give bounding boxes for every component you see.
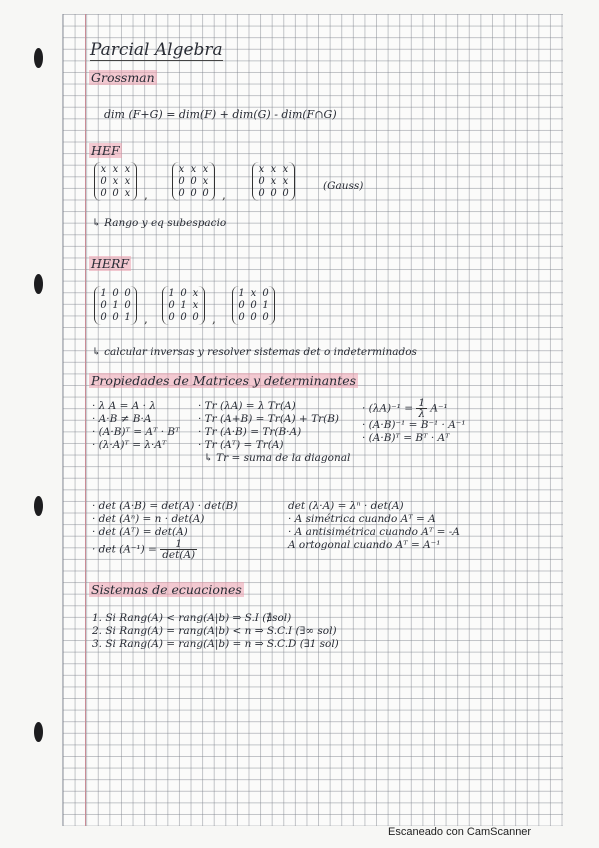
property-line: · A·B ≠ B·A bbox=[92, 413, 152, 425]
matrix-cell: 0 bbox=[180, 312, 187, 323]
matrix-cell: 0 bbox=[250, 312, 257, 323]
grossman-formula: dim (F+G) = dim(F) + dim(G) - dim(F∩G) bbox=[104, 108, 337, 121]
property-line: · (λ·A)ᵀ = λ·Aᵀ bbox=[92, 439, 167, 451]
property-line: · Tr (A·B) = Tr(B·A) bbox=[198, 426, 302, 438]
matrix-cell: x bbox=[282, 164, 289, 175]
matrix-cell: x bbox=[190, 164, 197, 175]
matrix-separator: , bbox=[212, 312, 216, 326]
matrix-cell: 1 bbox=[112, 300, 119, 311]
determinant-line: · det (Aⁿ) = n · det(A) bbox=[92, 513, 205, 525]
matrix-cell: x bbox=[192, 300, 199, 311]
property-line: · Tr (λA) = λ Tr(A) bbox=[198, 400, 296, 412]
matrix-cell: 0 bbox=[168, 300, 175, 311]
matrix-cell: x bbox=[258, 164, 265, 175]
matrix-cell: 0 bbox=[168, 312, 175, 323]
determinant-line: · det (A⁻¹) = $\frac{1}{\det(A)}$ bbox=[92, 538, 196, 561]
matrix-cell: x bbox=[112, 164, 119, 175]
binder-hole bbox=[34, 722, 43, 742]
matrix-cell: 0 bbox=[190, 176, 197, 187]
matrix-cell: 0 bbox=[190, 188, 197, 199]
matrix-cell: 0 bbox=[262, 288, 269, 299]
property-line: · λ A = A · λ bbox=[92, 400, 156, 412]
matrix-cell: 1 bbox=[168, 288, 175, 299]
matrix-cell: 1 bbox=[100, 288, 107, 299]
property-line: · (A·B)ᵀ = Bᵀ · Aᵀ bbox=[362, 432, 450, 444]
hef-heading: HEF bbox=[91, 143, 120, 158]
matrix-cell: x bbox=[100, 164, 107, 175]
property-line: · (A·B)⁻¹ = B⁻¹ · A⁻¹ bbox=[362, 419, 466, 431]
matrix-cell: 0 bbox=[100, 300, 107, 311]
systems-list bbox=[92, 612, 339, 651]
properties-col1 bbox=[92, 400, 180, 452]
matrix-cell: 0 bbox=[270, 188, 277, 199]
matrix-separator: , bbox=[144, 188, 148, 202]
systems-heading: Sistemas de ecuaciones bbox=[91, 582, 242, 597]
matrix-cell: 0 bbox=[258, 188, 265, 199]
matrix-cell: 0 bbox=[258, 176, 265, 187]
matrix-cell: 0 bbox=[112, 312, 119, 323]
matrix-cell: 1 bbox=[262, 300, 269, 311]
matrix bbox=[94, 286, 137, 325]
matrix-cell: 0 bbox=[100, 188, 107, 199]
matrix-cell: x bbox=[202, 164, 209, 175]
binder-hole bbox=[34, 496, 43, 516]
property-line: · Tr (A+B) = Tr(A) + Tr(B) bbox=[198, 413, 340, 425]
grossman-heading: Grossman bbox=[91, 70, 155, 85]
determinants-col2 bbox=[288, 500, 460, 552]
matrix-cell: x bbox=[124, 164, 131, 175]
matrix-cell: x bbox=[112, 176, 119, 187]
matrix-cell: x bbox=[270, 164, 277, 175]
matrix-cell: 0 bbox=[180, 288, 187, 299]
properties-col3 bbox=[362, 398, 466, 445]
matrix-cell: 0 bbox=[192, 312, 199, 323]
matrix-cell: 0 bbox=[178, 188, 185, 199]
matrix-cell: 0 bbox=[100, 312, 107, 323]
matrix-cell: 0 bbox=[238, 300, 245, 311]
matrix-cell: x bbox=[178, 164, 185, 175]
matrix-cell: 0 bbox=[112, 288, 119, 299]
matrix-cell: 0 bbox=[112, 188, 119, 199]
matrix-cell: x bbox=[270, 176, 277, 187]
determinant-line: · det (Aᵀ) = det(A) bbox=[92, 526, 188, 538]
matrix bbox=[172, 162, 215, 201]
fraction: $\frac{1}{\lambda}$ bbox=[418, 397, 426, 420]
margin-line bbox=[85, 14, 86, 826]
herf-note: ↳ calcular inversas y resolver sistemas det o indeterminados bbox=[92, 346, 417, 358]
matrix-cell: x bbox=[192, 288, 199, 299]
determinant-line: det (λ·A) = λⁿ · det(A) bbox=[288, 500, 404, 512]
system-item: 1. Si Rang(A) < rang(A|b) ⇒ S.I (∄sol) bbox=[92, 612, 292, 624]
matrix-cell: 0 bbox=[250, 300, 257, 311]
matrix-cell: 1 bbox=[124, 312, 131, 323]
matrix-cell: x bbox=[250, 288, 257, 299]
properties-heading: Propiedades de Matrices y determinantes bbox=[91, 373, 357, 388]
herf-heading: HERF bbox=[91, 256, 130, 271]
matrix-cell: x bbox=[282, 176, 289, 187]
matrix-cell: 0 bbox=[282, 188, 289, 199]
matrix-cell: 0 bbox=[202, 188, 209, 199]
matrix bbox=[94, 162, 137, 201]
determinant-line: · A antisimétrica cuando Aᵀ = -A bbox=[288, 526, 460, 538]
page-title: Parcial Algebra bbox=[90, 40, 223, 60]
matrix-cell: x bbox=[124, 188, 131, 199]
matrix-cell: x bbox=[124, 176, 131, 187]
matrix-cell: 0 bbox=[178, 176, 185, 187]
matrix-cell: 0 bbox=[124, 288, 131, 299]
matrix-cell: x bbox=[202, 176, 209, 187]
determinant-line: · A simétrica cuando Aᵀ = A bbox=[288, 513, 436, 525]
binder-hole bbox=[34, 274, 43, 294]
fraction: $\frac{1}{\det(A)}$ bbox=[162, 538, 196, 561]
scanner-watermark: Escaneado con CamScanner bbox=[388, 826, 532, 838]
matrix bbox=[232, 286, 275, 325]
matrix-cell: 1 bbox=[180, 300, 187, 311]
property-line: · Tr (Aᵀ) = Tr(A) bbox=[198, 439, 284, 451]
matrix bbox=[252, 162, 295, 201]
trace-note: ↳ Tr = suma de la diagonal bbox=[204, 452, 351, 464]
binder-hole bbox=[34, 48, 43, 68]
matrix-separator: , bbox=[144, 312, 148, 326]
matrix-cell: 0 bbox=[238, 312, 245, 323]
matrix-cell: 0 bbox=[262, 312, 269, 323]
system-item: 2. Si Rang(A) = rang(A|b) < n ⇒ S.C.I (∃∞ sol) bbox=[92, 625, 337, 637]
determinants-col1 bbox=[92, 500, 237, 560]
matrix-separator: , bbox=[222, 188, 226, 202]
system-item: 3. Si Rang(A) = rang(A|b) = n ⇒ S.C.D (∃1 sol) bbox=[92, 638, 339, 650]
determinant-line: · det (A·B) = det(A) · det(B) bbox=[92, 500, 238, 512]
properties-col2 bbox=[198, 400, 350, 465]
matrix-cell: 0 bbox=[124, 300, 131, 311]
rank-note: ↳ Rango y eq subespacio bbox=[92, 217, 227, 229]
property-line: · (λA)⁻¹ = $\frac{1}{\lambda}$ A⁻¹ bbox=[362, 397, 448, 420]
determinant-line: A ortogonal cuando Aᵀ = A⁻¹ bbox=[288, 539, 441, 551]
property-line: · (A·B)ᵀ = Aᵀ · Bᵀ bbox=[92, 426, 180, 438]
matrix-cell: 0 bbox=[100, 176, 107, 187]
matrix-cell: 1 bbox=[238, 288, 245, 299]
gauss-note: (Gauss) bbox=[323, 180, 364, 192]
matrix bbox=[162, 286, 205, 325]
